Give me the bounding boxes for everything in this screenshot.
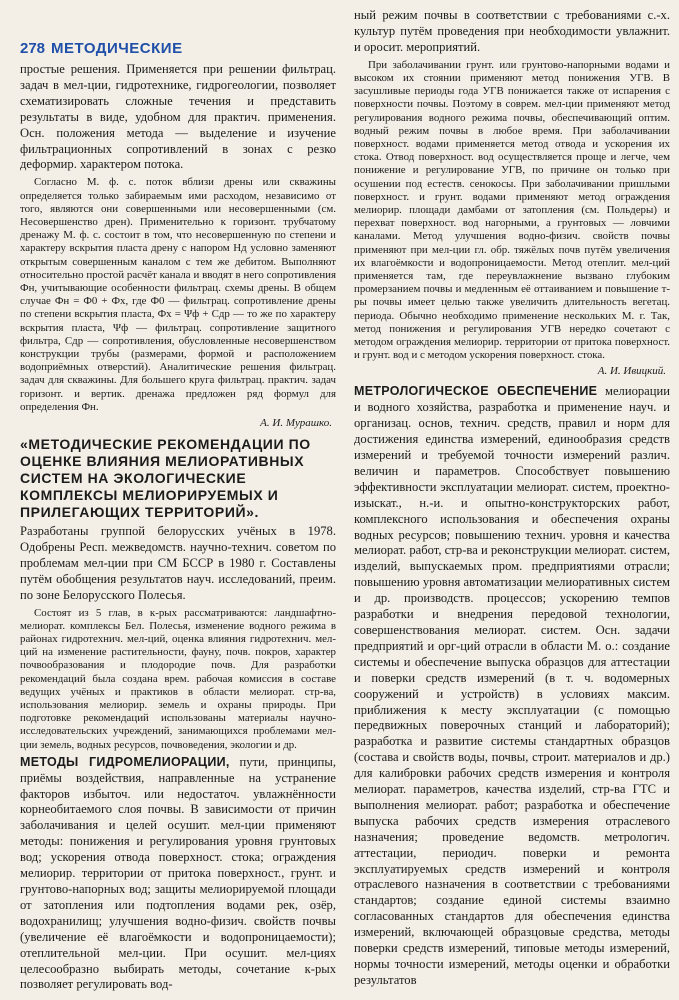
entry-filtration-details: Согласно М. ф. с. поток вблизи дрены или скважины определяется только забираемым ими расходом, независимо от того, являются они совершенными или несовершенными (см. Несовершенство дрен). Применительно к горизонт. трубчатому дренажу М. ф. с. состоит в том, что несовершенную по степени и характеру вскрытия пласта дрену с напором Hд условно заменяют открытым совершенным каналом с тем же дебитом. Выполняют относительно простой расчёт канала и вводят в него сопротивления Фн, учитывающие особенности фильтрац. схемы дрены. В общем случае Фн = Ф0 + Фх, где Ф0 — фильтрац. сопротивление дрены по степени вскрытия пласта, Фх = Ψф + Сдр — то же по характеру вскрытия пласта, Ψф — фильтрац. сопротивление защитного фильтра, Сдр — сопротивления, обусловленные несовершенством конструкции трубы (размерами, формой и расположением водоприёмных отверстий). Аналитические решения фильтрац. задач для скважины. Для большего круга фильтрац. практич. задач горизонт. и вертик. дренажа предложен ряд формул для определения Фн. [20,176,336,413]
left-column [20,62,336,992]
entry-title-hydromelioration: МЕТОДЫ ГИДРОМЕЛИОРАЦИИ, [20,754,230,769]
page-number: 278 [20,40,46,57]
entry-metrology-body: мелиорации и водного хозяйства, разработка и применение науч. и организац. основ, технич. средств, правил и норм для достижения единства измерений, единообразия средств измерений и требуемой точности измерений различ. величин и параметров. Способствует повышению эффективности эксплуатации мелиорат. систем, проектно-изыскат., н.-и. и опытно-конструкторских работ, комплексного использования и обеспечения охраны водных ресурсов; повышению технич. уровня и качества мелиорат. работ, стр-ва и реконструкции мелиорат. систем, изделий, выпускаемых пром. предприятиями отрасли; повышению уровня автоматизации мелиоративных систем и др. производств. процессов; ускорению темпов разработки и внедрения передовой технологии, совершенствования мелиорат. систем. Осн. задачи предприятий и орг-ций отрасли в области М. о.: создание системы и обеспечение выпуска образцов для аттестации и поверки средств измерений (в т. ч. водомерных сооружений и устройств) в условиях максим. приближения к месту эксплуатации (с помощью передвижных поверочных станций и лабораторий); разработка и развитие системы стандартных образцов (состава и свойств воды, почвы, строит. материалов и др.) для калибровки рабочих средств измерения и контроля мелиорат. параметров, качества изделий, стр-ва ГТС и выполнения мелиорат. работ; разработка и обеспечение выпуска рабочих средств измерения отраслевого назначения; проведение ведомств. метрологич. аттестации, периодич. поверки и ремонта эксплуатируемых средств измерений и контроля отраслевого назначения в соответствии с требованиями стандартов; создание единой системы взаимно согласованных стандартов для обеспечения единства измерений, включающей образцовые средства, методы поверки средств измерений, типовые методы измерений, нормы точности измерений, методы оценки и обработки результатов [354,384,670,987]
entry-title-recommendations: «МЕТОДИЧЕСКИЕ РЕКОМЕНДАЦИИ ПО ОЦЕНКЕ ВЛИЯНИЯ МЕЛИОРАТИВНЫХ СИСТЕМ НА ЭКОЛОГИЧЕСКИЕ КОМПЛЕКСЫ МЕЛИОРИРУЕМЫХ И ПРИЛЕГАЮЩИХ ТЕРРИТОРИЙ». [20,436,311,520]
entry-recommendations-body: Разработаны группой белорусских учёных в 1978. Одобрены Респ. межведомств. научно-технич. советом по проблемам мел-ции при СМ БССР в 1980 г. Составлены путём обобщения результатов науч. исследований, преим. по зоне Белорусского Полесья. [20,524,336,602]
entry-metrology [354,384,670,988]
right-column [354,8,670,992]
author-signature: А. И. Мурашко. [260,417,332,429]
entry-hydromelioration-body: пути, принципы, приёмы воздействия, направленные на устранение факторов избыточ. или недостаточ. увлажнённости корнеобитаемого слоя почвы. В зависимости от причин заболачивания и целей осушит. мел-ции применяют методы: понижения и регулирования уровня грунтовых вод; ускорения отвода поверхност. стока; ограждения мелиорир. территории от притока поверхност., грунт. и грунтово-напорных вод; защиты мелиорируемой площади от затопления или подтопления водами рек, озёр, водохранилищ; улучшения водно-физич. свойств почвы (увеличение её влагоёмкости и водопроницаемости); отеплительной мел-ции. При осушит. мел-циях целесообразно выбирать методы, сочетание к-рых позволяет регулировать вод- [20,754,336,992]
entry-hydromelioration-details: При заболачивании грунт. или грунтово-напорными водами и высоком их стоянии применяют метод понижения УГВ. В засушливые периоды года УГВ понижается также от испарения с поверхности почвы. Поэтому в соврем. мел-ции применяют метод регулирования водного режима почвы, обеспечивающий оптим. водный режим почвы в любое время. При заболачивании поверхност. водами применяется метод отвода и ускорения их стока. Отвод поверхност. вод осуществляется проще и легче, чем понижение и регулирование УГВ, по причине он только при осушении под естеств. сенокосы. При заболачивании пришлыми поверхност. и грунт. водами применяют метод ограждения мелиорир. площади дамбами от затопления (см. Польдеры) и перехват поверхност. вод нагорными, а грунтовых — ловчими каналами. Метод улучшения водно-физич. свойств почвы применяют при мел-ции гл. обр. тяжёлых почв путём увеличения их влагоёмкости и водопроницаемости. Метод отеплит. мел-ций применяется там, где переувлажнение вызвано глубоким промерзанием почвы и медленным её оттаиванием и повышение т-ры почвы имеет целью также увеличить длительность вегетац. периода. Обычно необходимо применение нескольких М. г. Так, метод понижения и регулирования УГВ нередко сочетают с методом ограждения мелиорир. территории от притока поверхност. и грунт. вод и с методом ускорения поверхност. стока. [354,58,670,362]
entry-hydromelioration-continued: ный режим почвы в соответствии с требованиями с.-х. культур путём проведения при необходимости увлажнит. и оросит. мероприятий. [354,8,670,54]
entry-hydromelioration [20,755,336,992]
entry-title-metrology: МЕТРОЛОГИЧЕСКОЕ ОБЕСПЕЧЕНИЕ [354,384,598,399]
author-signature: А. И. Ивицкий. [597,365,666,378]
page-header [20,40,183,57]
running-title: МЕТОДИЧЕСКИЕ [51,40,183,57]
entry-filtration-continued: простые решения. Применяется при решении фильтрац. задач в мел-ции, гидротехнике, гидрогеологии, позволяет схематизировать сложные течения и представить результаты в виде, удобном для практич. применения. Осн. положения метода — выделение и изучение фильтрационных сопротивлений в зонах с резко деформир. характером потока. [20,62,336,172]
entry-recommendations-details: Состоят из 5 глав, в к-рых рассматриваются: ландшафтно-мелиорат. комплексы Бел. Полесья, изменение водного режима в районах гидротехнич. мел-ций, оценка влияния гидротехнич. мел-ций на изменение растительности, фауну, почв. покров, характер почвообразования и плодородие почв. Для разработки рекомендаций была создана врем. рабочая комиссия в составе ведущих учёных и практиков в области мелиорат. стр-ва, использования мелиорир. земель и охраны природы. При подготовке рекомендаций использованы материалы научно-исследовательских учреждений, занимающихся проблемами мел-ции земель, водных ресурсов, почвоведения, экологии и др. [20,606,336,751]
